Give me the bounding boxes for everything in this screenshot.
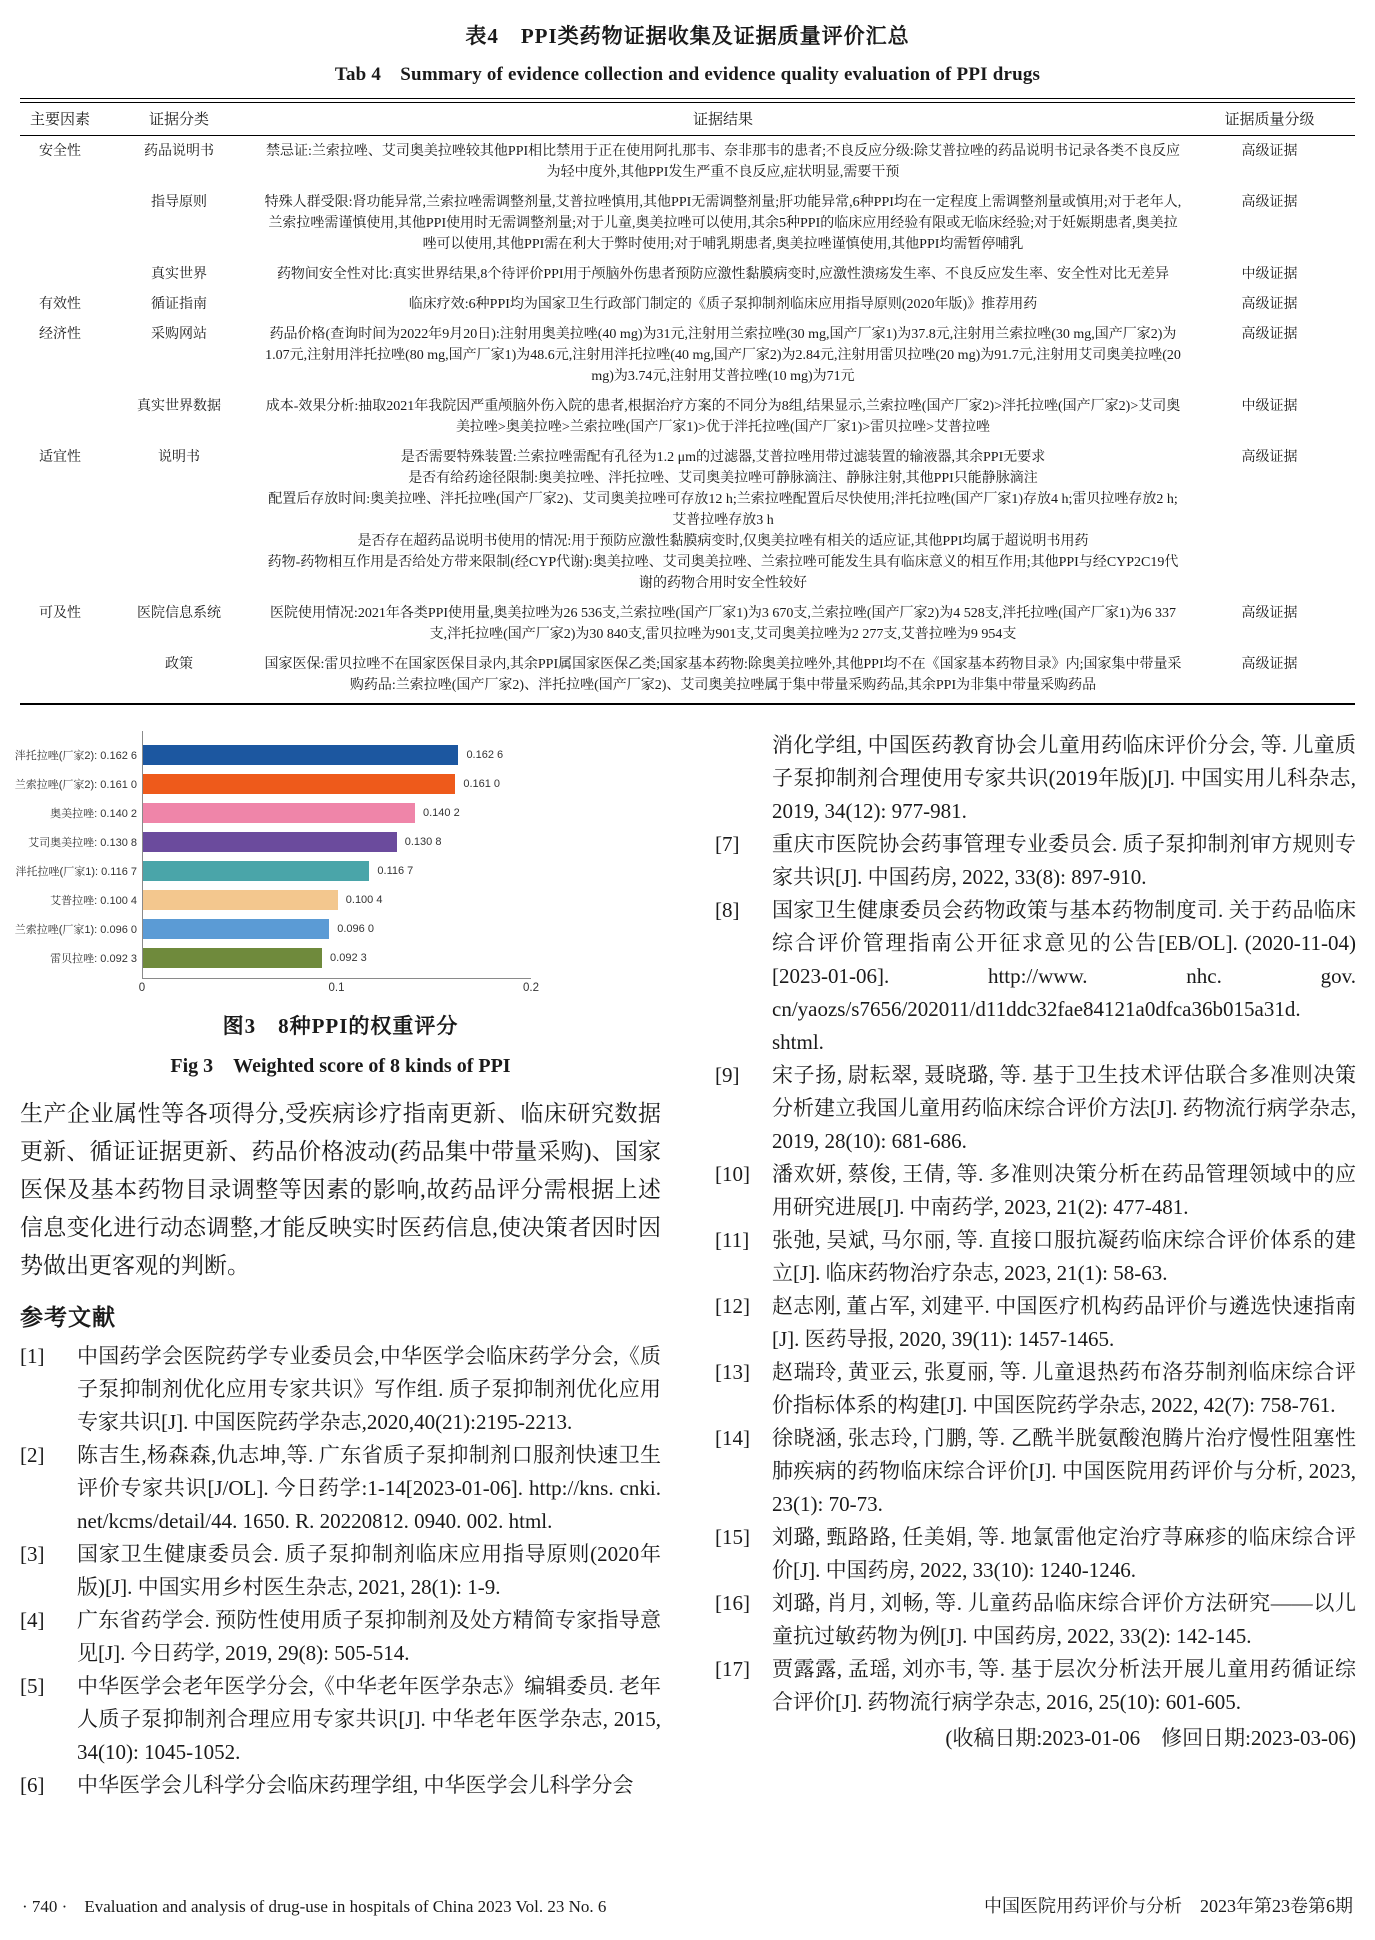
chart-xticks [138, 979, 539, 997]
reference-number: [14] [715, 1426, 750, 1450]
table-row [20, 187, 1355, 259]
result-line: 药品价格(查询时间为2022年9月20日):注射用奥美拉唑(40 mg)为31元,注射用兰索拉唑(30 mg,国产厂家1)为37.8元,注射用兰索拉唑(30 mg,国产厂家2)为1.07元,注射用泮托拉唑(80 mg,国产厂家1)为48.6元,注射用泮托拉唑(40 mg,国产厂家2)为2.84元,注射用雷贝拉唑(20 mg)为91.7元,注射用艾司奥美拉唑(20 mg)为3.74元,注射用艾普拉唑(10 mg)为71元 [265, 327, 1181, 384]
footer-journal-en: · 740 · Evaluation and analysis of drug-use in hospitals of China 2023 Vol. 23 No. 6 [22, 1897, 607, 1916]
reference-text: 刘璐, 甄路路, 任美娟, 等. 地氯雷他定治疗荨麻疹的临床综合评价[J]. 中国药房, 2022, 33(10): 1240-1246. [772, 1525, 1356, 1582]
two-column-section [14, 721, 1356, 1802]
table-cell-result [258, 324, 1188, 387]
bar-category-label: 艾普拉唑: 0.100 4 [50, 894, 137, 907]
reference-number: [16] [715, 1591, 750, 1615]
chart-category-labels [14, 731, 142, 979]
bar [143, 919, 329, 939]
table-cell-category: 药品说明书 [144, 144, 214, 159]
bar-value-label: 0.140 2 [422, 806, 460, 819]
footer-journal-cn: 中国医院用药评价与分析 2023年第23卷第6期 [984, 1896, 1353, 1916]
table-cell-category: 医院信息系统 [137, 606, 221, 621]
bar-row [143, 943, 531, 972]
table-cell-factor: 有效性 [39, 297, 81, 312]
bar [143, 745, 458, 765]
header-cell-result: 证据结果 [692, 112, 753, 128]
reference-text: 贾露露, 孟瑶, 刘亦韦, 等. 基于层次分析法开展儿童用药循证综合评价[J]. 药物流行病学杂志, 2016, 25(10): 601-605. [772, 1657, 1356, 1714]
reference-text: 宋子扬, 尉耘翠, 聂晓璐, 等. 基于卫生技术评估联合多准则决策分析建立我国儿童用药临床综合评价方法[J]. 药物流行病学杂志, 2019, 28(10): 681-686. [772, 1063, 1356, 1153]
bar-value-label: 0.130 8 [404, 835, 442, 848]
result-line: 医院使用情况:2021年各类PPI使用量,奥美拉唑为26 536支,兰索拉唑(国产厂家1)为3 670支,兰索拉唑(国产厂家2)为4 528支,泮托拉唑(国产厂家1)为6 337支,泮托拉唑(国产厂家2)为30 840支,雷贝拉唑为901支,艾司奥美拉唑为2 277支,艾普拉唑为9 954支 [269, 606, 1177, 642]
axis-tick-label: 0 [138, 982, 146, 994]
table-cell-result [258, 264, 1188, 285]
reference-item [715, 1422, 1356, 1521]
bar [143, 890, 338, 910]
figure-caption-en: Fig 3 Weighted score of 8 kinds of PPI [170, 1055, 511, 1077]
table-cell-result [258, 447, 1188, 594]
bar-row [143, 740, 531, 769]
reference-text: 国家卫生健康委员会药物政策与基本药物制度司. 关于药品临床综合评价管理指南公开征求意见的公告[EB/OL]. (2020-11-04) [2023-01-06]. http://www. nhc. gov. cn/yaozs/s7656/202011/d11ddc32fae84121a0dfca36b015a31d. shtml. [772, 898, 1356, 1054]
reference-text: 赵志刚, 董占军, 刘建平. 中国医疗机构药品评价与遴选快速指南[J]. 医药导报, 2020, 39(11): 1457-1465. [772, 1294, 1356, 1351]
axis-tick-label: 0.1 [328, 982, 345, 994]
reference-item [20, 1769, 661, 1802]
bar-category-label: 兰索拉唑(厂家1): 0.096 0 [14, 923, 137, 936]
reference-number: [15] [715, 1525, 750, 1549]
table-title-en: Tab 4 Summary of evidence collection and evidence quality evaluation of PPI drugs [334, 64, 1041, 85]
table-cell-result [258, 192, 1188, 255]
table-cell-quality: 高级证据 [1241, 450, 1298, 465]
table-cell-result [258, 654, 1188, 696]
table-row [20, 391, 1355, 442]
reference-number: [17] [715, 1657, 750, 1681]
table-row [20, 136, 1355, 187]
table-titles [0, 0, 1375, 86]
bar [143, 948, 322, 968]
reference-number: [8] [715, 898, 740, 922]
table-cell-factor: 经济性 [39, 327, 81, 342]
reference-item [20, 1340, 661, 1439]
reference-list-left [20, 1340, 661, 1802]
table-cell-result [258, 294, 1188, 315]
reference-number: [6] [20, 1773, 45, 1797]
reference-text: 国家卫生健康委员会. 质子泵抑制剂临床应用指导原则(2020年版)[J]. 中国实用乡村医生杂志, 2021, 28(1): 1-9. [77, 1542, 661, 1599]
chart-plot [142, 731, 531, 979]
reference-item [715, 1653, 1356, 1719]
result-line: 是否存在超药品说明书使用的情况:用于预防应激性黏膜病变时,仅奥美拉唑有相关的适应证,其他PPI均属于超说明书用药 [357, 534, 1089, 549]
reference-text: 陈吉生,杨森森,仇志坤,等. 广东省质子泵抑制剂口服剂快速卫生评价专家共识[J/OL]. 今日药学:1-14[2023-01-06]. http://kns. cnki. net/kcms/detail/44. 1650. R. 20220812. 0940. 002. html. [77, 1443, 661, 1533]
table-cell-category: 政策 [165, 657, 193, 672]
reference-item [715, 894, 1356, 1059]
chart-grid [14, 731, 661, 979]
result-line: 是否需要特殊装置:兰索拉唑需配有孔径为1.2 μm的过滤器,艾普拉唑用带过滤装置的输液器,其余PPI无要求 [400, 450, 1046, 465]
body-paragraph: 生产企业属性等各项得分,受疾病诊疗指南更新、临床研究数据更新、循证证据更新、药品价格波动(药品集中带量采购)、国家医保及基本药物目录调整等因素的影响,故药品评分需根据上述信息变化进行动态调整,才能反映实时医药信息,使决策者因时因势做出更客观的判断。 [20, 1101, 661, 1278]
table-row [20, 289, 1355, 319]
reference-text: 潘欢妍, 蔡俊, 王倩, 等. 多准则决策分析在药品管理领域中的应用研究进展[J]. 中南药学, 2023, 21(2): 477-481. [772, 1162, 1356, 1219]
reference-text: 中华医学会老年医学分会,《中华老年医学杂志》编辑委员. 老年人质子泵抑制剂合理应用专家共识[J]. 中华老年医学杂志, 2015, 34(10): 1045-1052. [77, 1674, 661, 1764]
reference-number: [4] [20, 1608, 45, 1632]
table-cell-category: 说明书 [158, 450, 200, 465]
bar-category-label: 泮托拉唑(厂家2): 0.162 6 [14, 749, 137, 762]
table-header-row [20, 103, 1355, 136]
axis-tick-label: 0.2 [523, 982, 539, 994]
header-cell-quality: 证据质量分级 [1224, 112, 1315, 128]
bar-row [143, 769, 531, 798]
bar-row [143, 798, 531, 827]
table-row [20, 319, 1355, 391]
received-dates: (收稿日期:2023-01-06 修回日期:2023-03-06) [945, 1726, 1356, 1750]
reference-item [20, 1538, 661, 1604]
table-cell-factor: 可及性 [39, 606, 81, 621]
result-line: 禁忌证:兰索拉唑、艾司奥美拉唑较其他PPI相比禁用于正在使用阿扎那韦、奈非那韦的患者;不良反应分级:除艾普拉唑的药品说明书记录各类不良反应为轻中度外,其他PPI发生严重不良反应,症状明显,需要干预 [266, 144, 1180, 180]
reference-text: 中华医学会儿科学分会临床药理学组, 中华医学会儿科学分会 [77, 1773, 634, 1797]
result-line: 临床疗效:6种PPI均为国家卫生行政部门制定的《质子泵抑制剂临床应用指导原则(2020年版)》推荐用药 [408, 297, 1038, 312]
table-cell-quality: 高级证据 [1241, 657, 1298, 672]
table-cell-result [258, 141, 1188, 183]
table-row [20, 442, 1355, 598]
references-heading: 参考文献 [20, 1305, 116, 1330]
table-cell-factor [20, 192, 100, 255]
table-cell-factor: 安全性 [39, 144, 81, 159]
table-cell-category: 真实世界 [151, 267, 207, 282]
result-line: 特殊人群受限:肾功能异常,兰索拉唑需调整剂量,艾普拉唑慎用,其他PPI无需调整剂量;肝功能异常,6种PPI均在一定程度上需调整剂量或慎用;对于老年人,兰索拉唑需谨慎使用,其他PPI使用时无需调整剂量;对于儿童,奥美拉唑可以使用,其余5种PPI的临床应用经验有限或无临床经验;对于妊娠期患者,奥美拉唑可以使用,其他PPI需在利大于弊时使用;对于哺乳期患者,奥美拉唑谨慎使用,其他PPI均需暂停哺乳 [264, 195, 1182, 252]
table-cell-category: 指导原则 [151, 195, 207, 210]
table-cell-quality: 高级证据 [1241, 327, 1298, 342]
reference-item [20, 1604, 661, 1670]
reference-number: [7] [715, 832, 740, 856]
reference-item [715, 828, 1356, 894]
figure-caption-cn: 图3 8种PPI的权重评分 [222, 1014, 459, 1038]
table-cell-quality: 高级证据 [1241, 297, 1298, 312]
bar-value-label: 0.092 3 [330, 951, 367, 964]
result-line: 药物-药物相互作用是否给处方带来限制(经CYP代谢):奥美拉唑、艾司奥美拉唑、兰索拉唑可能发生具有临床意义的相互作用;其他PPI与经CYP2C19代谢的药物合用时安全性较好 [267, 555, 1179, 591]
bar-category-label: 泮托拉唑(厂家1): 0.116 7 [15, 865, 137, 878]
reference-number: [2] [20, 1443, 45, 1467]
table-cell-category: 循证指南 [151, 297, 207, 312]
table-cell-quality: 中级证据 [1241, 267, 1298, 282]
result-line: 是否有给药途径限制:奥美拉唑、泮托拉唑、艾司奥美拉唑可静脉滴注、静脉注射,其他PPI只能静脉滴注 [408, 471, 1038, 486]
table-cell-quality: 高级证据 [1241, 195, 1298, 210]
bar-value-label: 0.116 7 [377, 864, 414, 877]
result-line: 国家医保:雷贝拉唑不在国家医保目录内,其余PPI属国家医保乙类;国家基本药物:除奥美拉唑外,其他PPI均不在《国家基本药物目录》内;国家集中带量采购药品:兰索拉唑(国产厂家2)、泮托拉唑(国产厂家2)、艾司奥美拉唑属于集中带量采购药品,其余PPI为非集中带量采购药品 [264, 657, 1182, 693]
reference-number: [12] [715, 1294, 750, 1318]
reference-continuation: 消化学组, 中国医药教育协会儿童用药临床评价分会, 等. 儿童质子泵抑制剂合理使用专家共识(2019年版)[J]. 中国实用儿科杂志, 2019, 34(12): 977-981. [772, 733, 1356, 823]
reference-number: [11] [715, 1228, 750, 1252]
reference-text: 重庆市医院协会药事管理专业委员会. 质子泵抑制剂审方规则专家共识[J]. 中国药房, 2022, 33(8): 897-910. [772, 832, 1356, 889]
table-cell-category: 采购网站 [151, 327, 207, 342]
bar-category-label: 雷贝拉唑: 0.092 3 [50, 952, 137, 965]
table-row [20, 598, 1355, 649]
result-line: 配置后存放时间:奥美拉唑、泮托拉唑(国产厂家2)、艾司奥美拉唑可存放12 h;兰索拉唑配置后尽快使用;泮托拉唑(国产厂家1)存放4 h;雷贝拉唑存放2 h;艾普拉唑存放3 h [268, 492, 1178, 528]
table-cell-quality: 中级证据 [1241, 399, 1298, 414]
bar [143, 832, 397, 852]
reference-number: [10] [715, 1162, 750, 1186]
bar-category-label: 兰索拉唑(厂家2): 0.161 0 [14, 778, 137, 791]
table-cell-result [258, 396, 1188, 438]
table-row [20, 259, 1355, 289]
reference-item [715, 1587, 1356, 1653]
reference-number: [9] [715, 1063, 740, 1087]
right-column [715, 721, 1356, 1802]
bar-category-label: 奥美拉唑: 0.140 2 [50, 807, 137, 820]
reference-item [20, 1670, 661, 1769]
weight-score-chart [14, 731, 661, 997]
left-column [14, 721, 661, 1802]
bar [143, 774, 455, 794]
reference-number: [3] [20, 1542, 45, 1566]
table-bottom-rule [20, 703, 1355, 705]
reference-number: [13] [715, 1360, 750, 1384]
bar-value-label: 0.161 0 [463, 777, 501, 790]
page-footer [22, 1892, 1353, 1918]
reference-text: 刘璐, 肖月, 刘畅, 等. 儿童药品临床综合评价方法研究——以儿童抗过敏药物为例[J]. 中国药房, 2022, 33(2): 142-145. [772, 1591, 1356, 1648]
table-title-cn: 表4 PPI类药物证据收集及证据质量评价汇总 [465, 24, 910, 48]
reference-number: [5] [20, 1674, 45, 1698]
result-line: 成本-效果分析:抽取2021年我院因严重颅脑外伤入院的患者,根据治疗方案的不同分为8组,结果显示,兰索拉唑(国产厂家2)>泮托拉唑(国产厂家2)>艾司奥美拉唑>奥美拉唑>兰索拉唑(国产厂家1)>优于泮托拉唑(国产厂家1)>雷贝拉唑>艾普拉唑 [265, 399, 1181, 435]
table-cell-factor: 适宜性 [39, 450, 81, 465]
bar-row [143, 827, 531, 856]
reference-item [715, 1356, 1356, 1422]
bar-row [143, 885, 531, 914]
evidence-table-rows [20, 136, 1355, 700]
reference-text: 赵瑞玲, 黄亚云, 张夏丽, 等. 儿童退热药布洛芬制剂临床综合评价指标体系的构建[J]. 中国医院药学杂志, 2022, 42(7): 758-761. [772, 1360, 1356, 1417]
bar [143, 803, 415, 823]
reference-text: 张弛, 吴斌, 马尔丽, 等. 直接口服抗凝药临床综合评价体系的建立[J]. 临床药物治疗杂志, 2023, 21(1): 58-63. [772, 1228, 1356, 1285]
bar [143, 861, 369, 881]
reference-text: 广东省药学会. 预防性使用质子泵抑制剂及处方精简专家指导意见[J]. 今日药学, 2019, 29(8): 505-514. [77, 1608, 661, 1665]
reference-item [715, 1158, 1356, 1224]
bar-row [143, 914, 531, 943]
header-cell-factor: 主要因素 [29, 112, 90, 128]
table-cell-factor [20, 264, 100, 285]
table-cell-quality: 高级证据 [1241, 144, 1298, 159]
bar-category-label: 艾司奥美拉唑: 0.130 8 [28, 836, 137, 849]
header-cell-category: 证据分类 [148, 112, 209, 128]
table-cell-factor [20, 654, 100, 696]
bar-row [143, 856, 531, 885]
reference-list-right [715, 729, 1356, 1719]
reference-item [715, 1521, 1356, 1587]
table-cell-result [258, 603, 1188, 645]
reference-item [715, 1059, 1356, 1158]
reference-item [715, 1290, 1356, 1356]
result-line: 药物间安全性对比:真实世界结果,8个待评价PPI用于颅脑外伤患者预防应激性黏膜病变时,应激性溃疡发生率、不良反应发生率、安全性对比无差异 [276, 267, 1170, 282]
table-cell-quality: 高级证据 [1241, 606, 1298, 621]
reference-item [715, 1224, 1356, 1290]
table-row [20, 649, 1355, 700]
table-cell-factor [20, 396, 100, 438]
evidence-table [20, 98, 1355, 705]
bar-value-label: 0.162 6 [466, 748, 504, 761]
bar-value-label: 0.100 4 [345, 893, 383, 906]
reference-text: 徐晓涵, 张志玲, 门鹏, 等. 乙酰半胱氨酸泡腾片治疗慢性阻塞性肺疾病的药物临床综合评价[J]. 中国医院用药评价与分析, 2023, 23(1): 70-73. [772, 1426, 1356, 1516]
reference-item [20, 1439, 661, 1538]
table-cell-category: 真实世界数据 [137, 399, 221, 414]
reference-number: [1] [20, 1344, 45, 1368]
reference-text: 中国药学会医院药学专业委员会,中华医学会临床药学分会,《质子泵抑制剂优化应用专家共识》写作组. 质子泵抑制剂优化应用专家共识[J]. 中国医院药学杂志,2020,40(21):2195-2213. [77, 1344, 661, 1434]
bar-value-label: 0.096 0 [337, 922, 374, 935]
